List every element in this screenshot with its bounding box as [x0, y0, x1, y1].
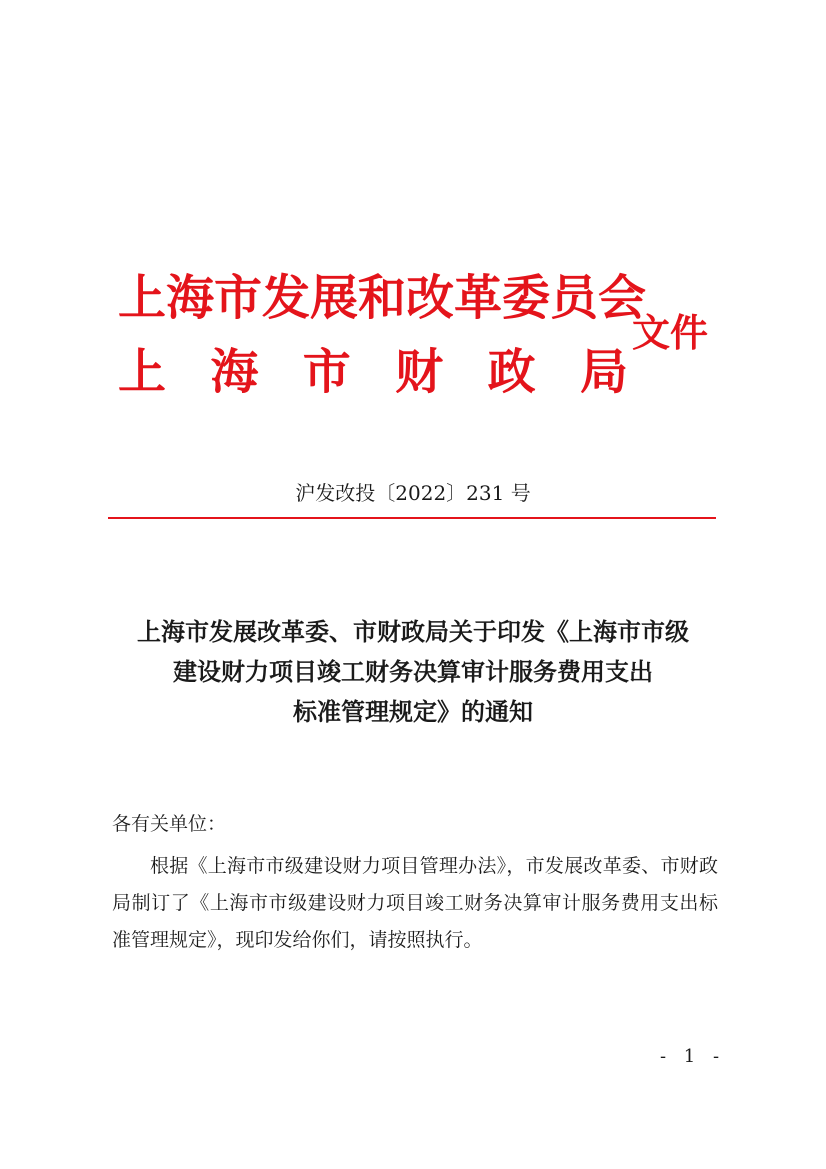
issuing-authorities	[0, 0, 826, 420]
salutation: 各有关单位：	[112, 813, 227, 835]
title-line-2: 建设财力项目竣工财务决算审计服务费用支出	[173, 657, 653, 686]
title-line-1: 上海市发展改革委、市财政局关于印发《上海市市级	[137, 617, 689, 646]
issuer-char: 政	[487, 344, 536, 400]
issuer-char: 市	[302, 344, 351, 400]
issuer-finance-bureau	[118, 342, 628, 402]
document-title	[0, 612, 826, 732]
title-line-3: 标准管理规定》的通知	[293, 697, 533, 726]
red-divider	[108, 517, 716, 519]
issuer-char: 财	[395, 344, 444, 400]
document-suffix: 文件	[632, 310, 709, 355]
issuer-char: 上	[118, 344, 167, 400]
issuer-char: 局	[579, 344, 628, 400]
document-number: 沪发改投〔2022〕231 号	[295, 481, 531, 505]
body-paragraph: 根据《上海市市级建设财力项目管理办法》，市发展改革委、市财政局制订了《上海市市级建设财力项目竣工财务决算审计服务费用支出标准管理规定》，现印发给你们，请按照执行。	[112, 855, 718, 951]
page-number: - 1 -	[660, 1046, 726, 1067]
issuer-ndrc: 上海市发展和改革委员会	[118, 270, 647, 326]
issuer-char: 海	[210, 344, 259, 400]
